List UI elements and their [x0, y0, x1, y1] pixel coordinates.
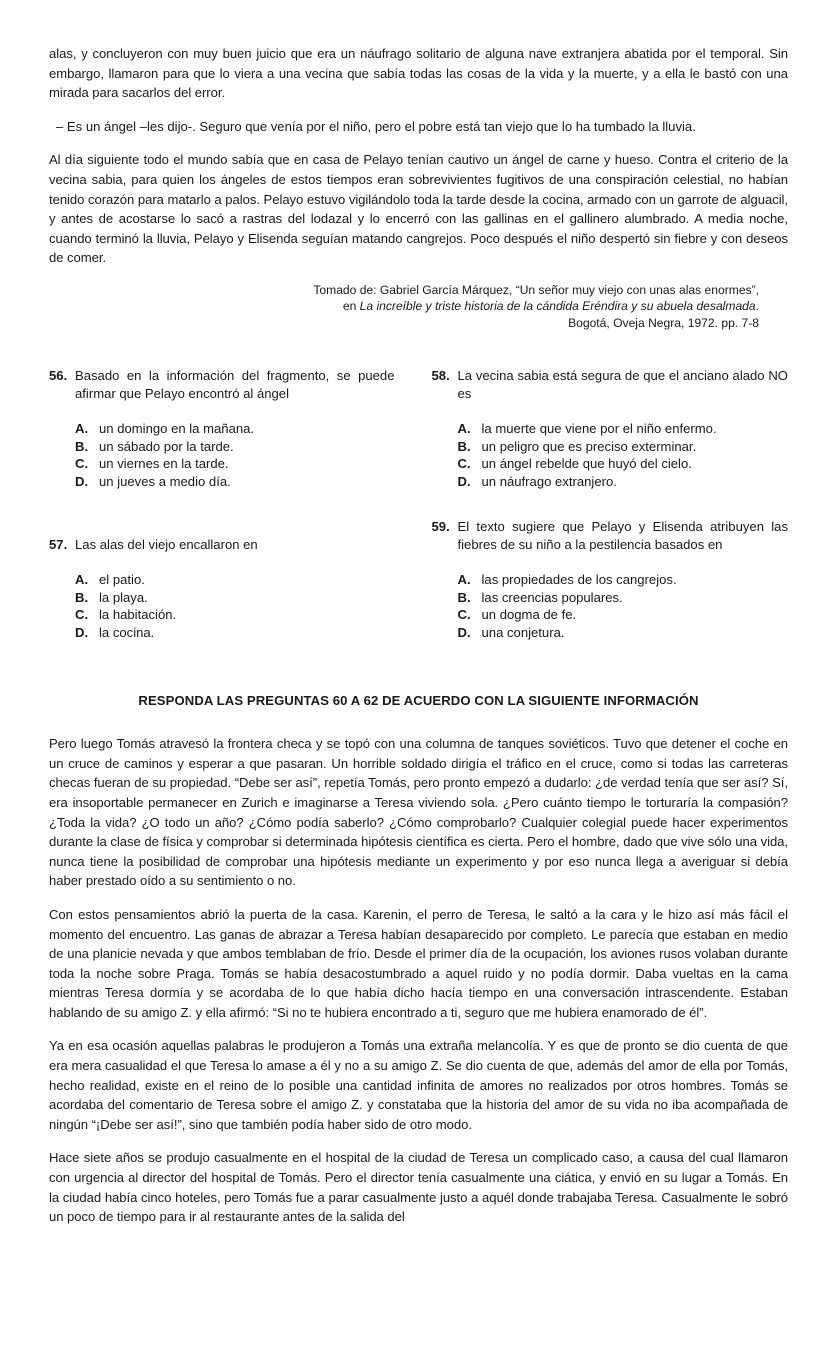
option-letter: D.: [75, 624, 89, 640]
question-58-option-d[interactable]: [458, 473, 789, 491]
citation-work-title: La increíble y triste historia de la cándida Eréndira y su abuela desalmada: [359, 299, 756, 314]
option-letter: A.: [75, 572, 89, 588]
passage-two-paragraph-4: Hace siete años se produjo casualmente en el hospital de la ciudad de Teresa un complicado caso, a causa del cual llamaron con urgencia al director del hospital de Tomás. Pero el director tenía casualmente una ciática, y envió en su lugar a Tomás. En la ciudad había cinco hoteles, pero Tomás fue a parar casualmente justo a aquél donde trabajaba Teresa. Casualmente le sobró un poco de tiempo para ir al restaurante antes de la salida del: [49, 1150, 788, 1225]
question-57: [49, 536, 395, 641]
question-57-stem: Las alas del viejo encallaron en: [75, 537, 258, 553]
option-text: un viernes en la tarde.: [99, 456, 229, 472]
question-56-option-d[interactable]: [75, 473, 395, 491]
option-text: una conjetura.: [481, 624, 565, 640]
question-59-option-d[interactable]: [458, 624, 789, 642]
question-59-head: [432, 518, 789, 554]
passage-two-paragraph-1: Pero luego Tomás atravesó la frontera checa y se topó con una columna de tanques soviéticos. Tuvo que detener el coche en un cruce de caminos y esperar a que pasaran. Un horrible soldado dirigía el tráfico en el cruce, como si todas las carreteras checas fueran de su propiedad. “Debe ser así”, repetía Tomás, pero pronto empezó a dudarlo: ¿de verdad tenía que ser así? Sí, era insoportable permanecer en Zurich e imaginarse a Teresa viviendo sola. ¿Pero cuánto tiempo le torturaría la compasión? ¿Toda la vida? ¿O todo un año? ¿Cómo podía saberlo? ¿Cómo comprobarlo? Cualquier colegial puede hacer experimentos durante la clase de física y comprobar si determinada hipótesis científica es cierta. Pero el hombre, dado que vive sólo una vida, nunca tiene la posibilidad de comprobar una hipótesis mediante un experimento y por eso nunca llega a averiguar si debía haber prestado oído a su sentimiento o no.: [49, 736, 788, 889]
citation-line-2-prefix: en: [342, 299, 360, 314]
option-letter: B.: [457, 438, 471, 454]
option-letter: D.: [75, 473, 89, 489]
question-58-options: [432, 420, 789, 490]
citation-line-2: [49, 298, 759, 314]
option-letter: A.: [75, 421, 89, 437]
question-57-option-b[interactable]: [75, 589, 395, 607]
passage-two-paragraph-2: Con estos pensamientos abrió la puerta de la casa. Karenin, el perro de Teresa, le saltó a la cara y le hizo así más fácil el momento del encuentro. Las ganas de abrazar a Teresa habían desaparecido por completo. Le parecía que estaban en medio de una planicie nevada y que ambos temblaban de frío. Desde el primer día de la ocupación, los aviones rusos volaban durante toda la noche sobre Praga. Tomás se había desacostumbrado a aquel ruido y no podía dormir. Daba vueltas en la cama mientras Teresa dormía y se acordaba de lo que había dicho hacía tiempo en una conversación intrascendente. Estaban hablando de su amigo Z. y ella afirmó: “Si no te hubiera encontrado a ti, seguro que me hubiera enamorado de él”.: [49, 906, 788, 1020]
option-letter: A.: [457, 421, 471, 437]
section-heading-container: [49, 693, 788, 708]
option-text: el patio.: [99, 572, 145, 588]
citation-block: [49, 282, 788, 331]
question-59-stem: El texto sugiere que Pelayo y Elisenda atribuyen las fiebres de su niño a la pestilencia basados en: [457, 519, 788, 553]
option-text: las propiedades de los cangrejos.: [481, 572, 677, 588]
question-56-number: 56.: [49, 368, 68, 384]
question-58-option-b[interactable]: [458, 438, 789, 456]
question-59-option-a[interactable]: [458, 571, 789, 589]
option-letter: C.: [457, 456, 471, 472]
question-56-option-c[interactable]: [75, 455, 395, 473]
option-letter: D.: [457, 473, 471, 489]
option-text: un dogma de fe.: [481, 607, 577, 623]
question-58-option-a[interactable]: [458, 420, 789, 438]
option-letter: A.: [457, 572, 471, 588]
option-letter: B.: [75, 438, 89, 454]
question-57-option-a[interactable]: [75, 571, 395, 589]
question-58: [432, 367, 789, 490]
question-58-head: [432, 367, 789, 403]
passage-one-dialogue-line: – Es un ángel –les dijo-. Seguro que venía por el niño, pero el pobre está tan viejo que lo ha tumbado la lluvia.: [56, 118, 696, 134]
option-text: un jueves a medio día.: [99, 473, 231, 489]
question-59-options: [432, 571, 789, 641]
question-56-options: [49, 420, 395, 490]
question-59-number: 59.: [431, 519, 450, 535]
question-56-stem: Basado en la información del fragmento, se puede afirmar que Pelayo encontró al ángel: [75, 368, 395, 402]
question-58-number: 58.: [431, 368, 450, 384]
option-text: un náufrago extranjero.: [481, 473, 617, 489]
option-letter: B.: [75, 589, 89, 605]
passage-one-paragraph-2: Al día siguiente todo el mundo sabía que en casa de Pelayo tenían cautivo un ángel de carne y hueso. Contra el criterio de la vecina sabia, para quien los ángeles de estos tiempos eran sobrevivientes fugitivos de una conspiración celestial, no habían tenido corazón para matarlo a palos. Pelayo estuvo vigilándolo toda la tarde desde la cocina, armado con un garrote de alguacil, y antes de acostarse lo sacó a rastras del lodazal y lo encerró con las gallinas en el gallinero alumbrado. A media noche, cuando terminó la lluvia, Pelayo y Elisenda seguían matando cangrejos. Poco después el niño despertó sin fiebre y con deseos de comer.: [49, 152, 788, 266]
question-57-option-c[interactable]: [75, 606, 395, 624]
question-58-stem: La vecina sabia está segura de que el anciano alado NO es: [457, 368, 788, 402]
question-59-option-c[interactable]: [458, 606, 789, 624]
question-56-head: [49, 367, 395, 403]
questions-column-left: [49, 367, 419, 641]
option-text: un peligro que es preciso exterminar.: [481, 438, 697, 454]
question-56-option-a[interactable]: [75, 420, 395, 438]
citation-line-3: Bogotá, Oveja Negra, 1972. pp. 7-8: [568, 315, 759, 330]
option-letter: C.: [457, 607, 471, 623]
citation-line-2-suffix: .: [755, 299, 759, 314]
passage-two-paragraph-3: Ya en esa ocasión aquellas palabras le produjeron a Tomás una extraña melancolía. Y es que de pronto se dio cuenta de que era mera casualidad el que Teresa lo amase a él y no a su amigo Z. Se dio cuenta de que, además del amor de ella por Tomás, hecho realidad, existe en el reino de lo posible una cantidad infinita de amores no realizados por otros hombres. Tomás se acordaba del comentario de Teresa sobre el amigo Z. y constataba que la historia del amor de su vida no iba acompañada de ningún “¡Debe ser así!”, sino que también podía haber sido de otro modo.: [49, 1038, 788, 1132]
question-57-options: [49, 571, 395, 641]
passage-one: [49, 44, 788, 268]
option-text: un domingo en la mañana.: [99, 421, 255, 437]
citation-line-1: Tomado de: Gabriel García Márquez, “Un señor muy viejo con unas alas enormes”,: [313, 282, 759, 297]
option-text: la cocina.: [99, 624, 155, 640]
question-56: [49, 367, 395, 490]
question-56-option-b[interactable]: [75, 438, 395, 456]
option-text: la habitación.: [99, 607, 177, 623]
section-heading-60-62: RESPONDA LAS PREGUNTAS 60 A 62 DE ACUERDO CON LA SIGUIENTE INFORMACIÓN: [138, 693, 699, 709]
option-text: las creencias populares.: [481, 589, 623, 605]
option-letter: C.: [75, 456, 89, 472]
passage-two: [49, 734, 788, 1227]
question-57-option-d[interactable]: [75, 624, 395, 642]
option-text: la muerte que viene por el niño enfermo.: [481, 421, 717, 437]
question-58-option-c[interactable]: [458, 455, 789, 473]
question-57-head: [49, 536, 395, 554]
option-letter: C.: [75, 607, 89, 623]
questions-grid: [49, 367, 788, 641]
question-59: [432, 518, 789, 641]
option-text: un ángel rebelde que huyó del cielo.: [481, 456, 692, 472]
option-text: un sábado por la tarde.: [99, 438, 234, 454]
option-letter: B.: [457, 589, 471, 605]
passage-one-paragraph-1: alas, y concluyeron con muy buen juicio que era un náufrago solitario de alguna nave extranjera abatida por el temporal. Sin embargo, llamaron para que lo viera a una vecina que sabía todas las cosas de la vida y la muerte, y a ella le bastó con una mirada para sacarlos del error.: [49, 46, 788, 101]
questions-column-right: [419, 367, 789, 641]
question-59-option-b[interactable]: [458, 589, 789, 607]
option-text: la playa.: [99, 589, 148, 605]
question-57-number: 57.: [49, 537, 68, 553]
option-letter: D.: [457, 624, 471, 640]
